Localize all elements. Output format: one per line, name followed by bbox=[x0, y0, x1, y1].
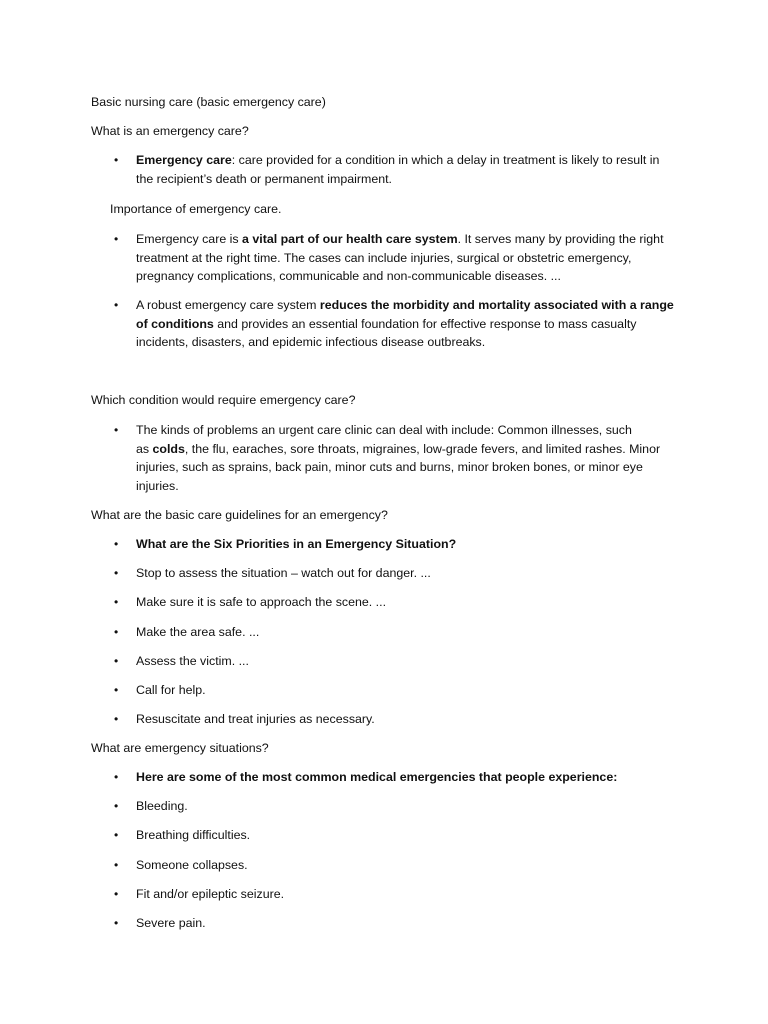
bullet-marker: • bbox=[114, 153, 119, 167]
priority-item: Assess the victim. ... bbox=[136, 654, 249, 668]
question-emergency-situations: What are emergency situations? bbox=[91, 741, 269, 755]
bullet-marker: • bbox=[114, 683, 119, 697]
bullet-marker: • bbox=[114, 537, 119, 551]
bullet-marker: • bbox=[114, 858, 119, 872]
importance-bullet-2: A robust emergency care system reduces the morbidity and mortality associated with a range of conditions and provides an essential foundation for effective response to mass casualty incidents, disasters, and epidemic infectious disease outbreaks. bbox=[136, 298, 674, 349]
bullet-marker: • bbox=[114, 916, 119, 930]
priority-item: Stop to assess the situation – watch out for danger. ... bbox=[136, 566, 431, 580]
bullet-marker: • bbox=[114, 799, 119, 813]
question-which-condition: Which condition would require emergency care? bbox=[91, 393, 356, 407]
conditions-bullet: The kinds of problems an urgent care clinic can deal with include: Common illnesses, such as colds, the flu, earaches, sore throats, migraines, low-grade fevers, and limited rashes. Minor injuries, such as sprains, back pain, minor cuts and burns, minor broken bones, or minor eye injuries. bbox=[136, 423, 661, 493]
bullet-marker: • bbox=[114, 566, 119, 580]
priority-item: Make sure it is safe to approach the scene. ... bbox=[136, 595, 387, 609]
importance-heading: Importance of emergency care. bbox=[110, 202, 282, 216]
priorities-heading: What are the Six Priorities in an Emergency Situation? bbox=[136, 537, 457, 551]
bullet-marker: • bbox=[114, 654, 119, 668]
definition-term: Emergency care bbox=[136, 153, 232, 167]
priority-item: Call for help. bbox=[136, 683, 206, 697]
bullet-marker: • bbox=[114, 232, 119, 246]
emergency-item: Severe pain. bbox=[136, 916, 206, 930]
priority-item: Make the area safe. ... bbox=[136, 625, 260, 639]
emergencies-heading: Here are some of the most common medical emergencies that people experience: bbox=[136, 770, 618, 784]
priority-item: Resuscitate and treat injuries as necessary. bbox=[136, 712, 375, 726]
bullet-marker: • bbox=[114, 887, 119, 901]
question-basic-guidelines: What are the basic care guidelines for an emergency? bbox=[91, 508, 388, 522]
question-what-is-emergency-care: What is an emergency care? bbox=[91, 124, 249, 138]
emergency-item: Fit and/or epileptic seizure. bbox=[136, 887, 285, 901]
bullet-marker: • bbox=[114, 828, 119, 842]
importance-bullet-1: Emergency care is a vital part of our health care system. It serves many by providing the right treatment at the right time. The cases can include injuries, surgical or obstetric emergency, pregnancy complications, communicable and non-communicable diseases. ... bbox=[136, 232, 664, 283]
emergency-item: Someone collapses. bbox=[136, 858, 248, 872]
bullet-marker: • bbox=[114, 595, 119, 609]
bullet-marker: • bbox=[114, 712, 119, 726]
bullet-marker: • bbox=[114, 298, 119, 312]
emergency-item: Bleeding. bbox=[136, 799, 188, 813]
bullet-marker: • bbox=[114, 625, 119, 639]
definition-bullet: Emergency care: care provided for a condition in which a delay in treatment is likely to result in the recipient’s death or permanent impairment. bbox=[136, 153, 660, 186]
emergency-item: Breathing difficulties. bbox=[136, 828, 251, 842]
document-title: Basic nursing care (basic emergency care) bbox=[91, 95, 326, 109]
bullet-marker: • bbox=[114, 423, 119, 437]
bullet-marker: • bbox=[114, 770, 119, 784]
